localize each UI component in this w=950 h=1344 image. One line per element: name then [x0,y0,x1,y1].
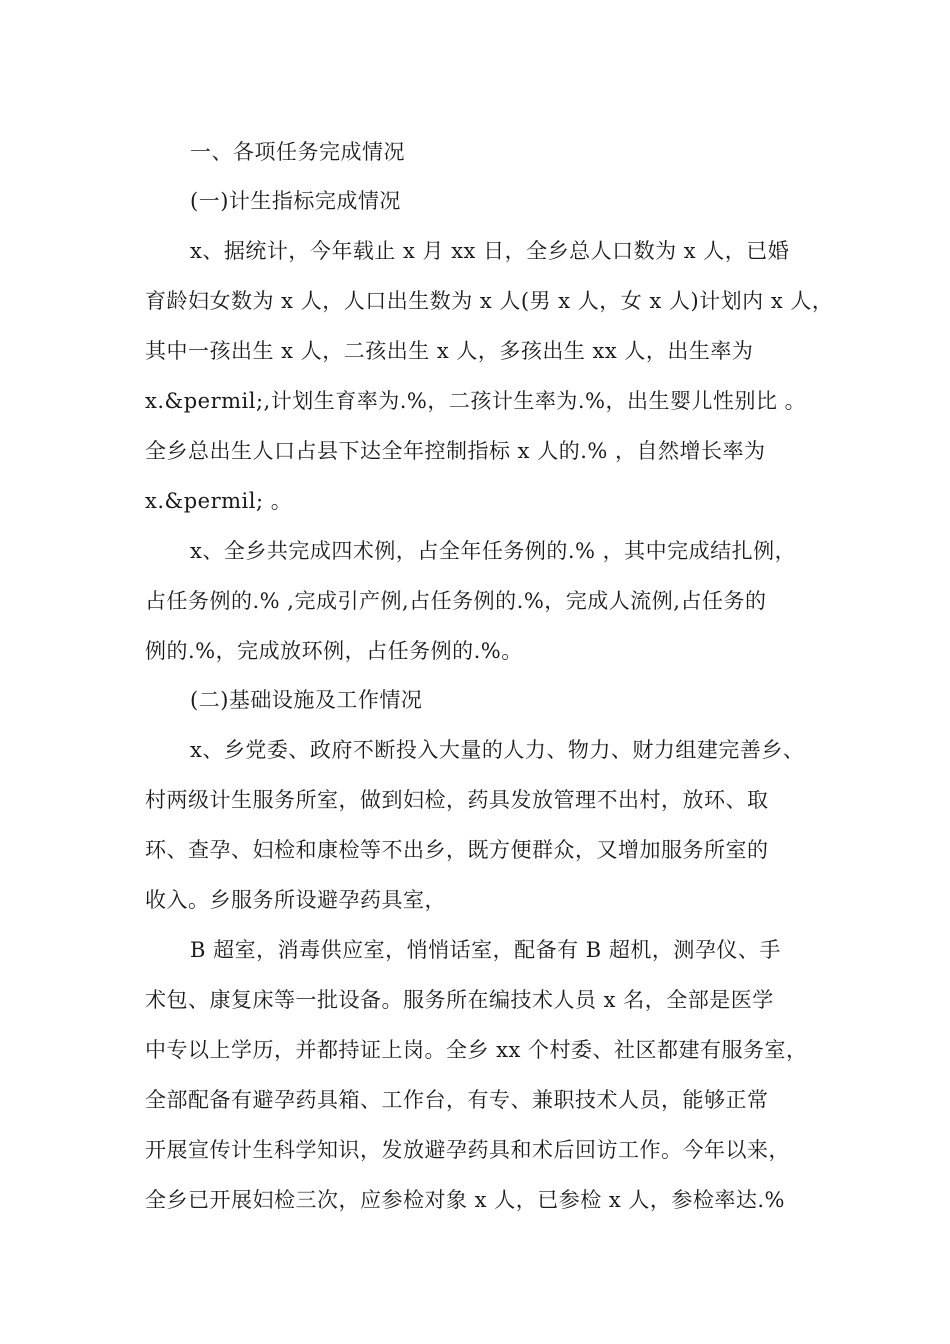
paragraph-line: x、全乡共完成四术例，占全年任务例的.% ，其中完成结扎例， [190,539,797,563]
paragraph-line: 开展宣传计生科学知识，发放避孕药具和术后回访工作。今年以来， [145,1138,790,1162]
paragraph-line: 收入。乡服务所设避孕药具室， [145,888,446,912]
paragraph-line: 全乡总出生人口占县下达全年控制指标 x 人的.% ，自然增长率为 [145,439,766,463]
heading-tasks-completion: 一、各项任务完成情况 [190,140,405,164]
paragraph-line: 环、查孕、妇检和康检等不出乡，既方便群众，又增加服务所室的 [145,838,769,862]
paragraph-line: 中专以上学历，并都持证上岗。全乡 xx 个村委、社区都建有服务室， [145,1038,808,1062]
paragraph-line: 村两级计生服务所室，做到妇检，药具发放管理不出村，放环、取 [145,788,769,812]
paragraph-line: B 超室，消毒供应室，悄悄话室，配备有 B 超机，测孕仪、手 [190,938,781,962]
paragraph-line: x.&permil; 。 [145,489,293,513]
paragraph-line: 术包、康复床等一批设备。服务所在编技术人员 x 名，全部是医学 [145,988,774,1012]
paragraph-line: 其中一孩出生 x 人，二孩出生 x 人，多孩出生 xx 人，出生率为 [145,339,754,363]
paragraph-line: 例的.%，完成放环例，占任务例的.%。 [145,639,523,663]
paragraph-line: 全乡已开展妇检三次，应参检对象 x 人，已参检 x 人，参检率达.% [145,1188,786,1212]
paragraph-line: 育龄妇女数为 x 人，人口出生数为 x 人(男 x 人，女 x 人)计划内 x 人， [145,289,834,313]
paragraph-line: 全部配备有避孕药具箱、工作台，有专、兼职技术人员，能够正常 [145,1088,769,1112]
subheading-indicators: (一)计生指标完成情况 [190,189,401,213]
subheading-infrastructure: (二)基础设施及工作情况 [190,688,423,712]
paragraph-line: x.&permil;,计划生育率为.%，二孩计生率为.%，出生婴儿性别比 。 [145,389,807,413]
paragraph-line: x、据统计，今年载止 x 月 xx 日，全乡总人口数为 x 人，已婚 [190,239,790,263]
paragraph-line: x、乡党委、政府不断投入大量的人力、物力、财力组建完善乡、 [190,738,805,762]
paragraph-line: 占任务例的.% ,完成引产例,占任务例的.%，完成人流例,占任务的 [145,589,767,613]
